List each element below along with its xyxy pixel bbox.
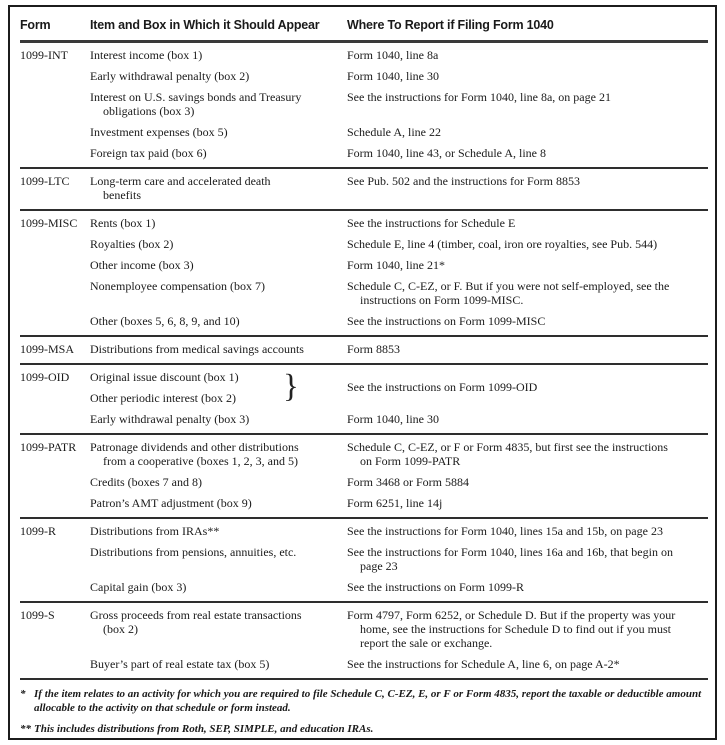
column-header-form: Form (20, 18, 51, 32)
text-line: Original issue discount (box 1) (90, 369, 239, 384)
table-row (20, 608, 708, 650)
report-cell (347, 412, 708, 426)
table-row (20, 475, 708, 489)
text-line: (box 2) (103, 621, 138, 636)
item-cell (90, 608, 347, 636)
table-header (20, 7, 708, 33)
section-1099-misc (20, 211, 708, 335)
table-row (20, 90, 708, 118)
text-line: Buyer’s part of real estate tax (box 5) (90, 656, 270, 671)
text-line: See the instructions for Form 1040, line 8a, on page 21 (347, 89, 611, 104)
table-row (20, 545, 708, 573)
footnote (20, 722, 708, 736)
footnote-text (34, 687, 708, 715)
table-row (20, 440, 708, 468)
text-line: Gross proceeds from real estate transactions (90, 607, 302, 622)
table-row (20, 580, 708, 594)
item-cell (90, 69, 347, 83)
text-line: Other (boxes 5, 6, 8, 9, and 10) (90, 313, 240, 328)
table-row (20, 342, 708, 356)
report-cell (347, 237, 708, 251)
report-cell (347, 342, 708, 356)
item-cell (90, 370, 347, 405)
report-cell (347, 216, 708, 230)
text-line: See Pub. 502 and the instructions for Form 8853 (347, 173, 580, 188)
form-cell: 1099-S (20, 607, 55, 622)
text-line: See the instructions on Form 1099-R (347, 579, 524, 594)
text-line: Distributions from IRAs** (90, 523, 220, 538)
table-row (20, 314, 708, 328)
text-line: Patronage dividends and other distributions (90, 439, 299, 454)
text-line: page 23 (360, 558, 398, 573)
report-cell (347, 48, 708, 62)
table-inner (10, 7, 715, 740)
section-1099-r (20, 519, 708, 601)
text-line: allocable to the activity on that schedule or form instead. (34, 701, 291, 714)
report-cell (347, 370, 708, 405)
report-cell (347, 174, 708, 188)
item-cell (90, 216, 347, 230)
report-cell (347, 440, 708, 468)
section-1099-int (20, 43, 708, 167)
report-cell (347, 69, 708, 83)
table-row (20, 48, 708, 62)
item-cell (90, 657, 347, 671)
table-row (20, 69, 708, 83)
item-cell (90, 314, 347, 328)
table-row (20, 279, 708, 307)
text-line: Schedule C, C-EZ, or F or Form 4835, but first see the instructions (347, 439, 668, 454)
report-cell (347, 580, 708, 594)
report-cell (347, 657, 708, 671)
text-line: Form 1040, line 30 (347, 411, 439, 426)
item-cell (90, 48, 347, 62)
form-cell: 1099-PATR (20, 439, 77, 454)
report-cell (347, 545, 708, 573)
table-body (20, 43, 708, 680)
form-cell: 1099-MISC (20, 215, 78, 230)
text-line: Other periodic interest (box 2) (90, 390, 236, 405)
footnotes (20, 680, 708, 741)
text-line: See the instructions for Schedule E (347, 215, 516, 230)
text-line: Patron’s AMT adjustment (box 9) (90, 495, 252, 510)
form-cell: 1099-MSA (20, 341, 75, 356)
text-line: obligations (box 3) (103, 103, 195, 118)
item-cell (90, 125, 347, 139)
text-line: Investment expenses (box 5) (90, 124, 228, 139)
report-cell (347, 524, 708, 538)
text-line: See the instructions for Form 1040, lines 16a and 16b, that begin on (347, 544, 673, 559)
item-cell (90, 440, 347, 468)
report-cell (347, 608, 708, 650)
text-line: home, see the instructions for Schedule D to find out if you must (360, 621, 671, 636)
table-row (20, 258, 708, 272)
text-line: See the instructions for Schedule A, line 6, on page A-2* (347, 656, 620, 671)
report-cell (347, 90, 708, 104)
table-row (20, 370, 708, 405)
report-cell (347, 125, 708, 139)
text-line: Distributions from medical savings accounts (90, 341, 304, 356)
table-row (20, 146, 708, 160)
text-line: report the sale or exchange. (360, 635, 493, 650)
text-line: Form 1040, line 43, or Schedule A, line 8 (347, 145, 546, 160)
text-line: benefits (103, 187, 141, 202)
item-cell (90, 524, 347, 538)
column-header-where-to-report: Where To Report if Filing Form 1040 (347, 18, 554, 32)
form-cell: 1099-OID (20, 369, 70, 384)
item-cell (90, 475, 347, 489)
item-cell (90, 279, 347, 293)
brace-icon: } (283, 368, 299, 405)
text-line: Form 3468 or Form 5884 (347, 474, 470, 489)
item-cell (90, 496, 347, 510)
report-cell (347, 258, 708, 272)
text-line: Form 6251, line 14j (347, 495, 443, 510)
table-frame (8, 5, 717, 740)
footnote (20, 687, 708, 715)
text-line: Royalties (box 2) (90, 236, 174, 251)
report-cell (347, 496, 708, 510)
text-line: Distributions from pensions, annuities, etc. (90, 544, 297, 559)
text-line: instructions on Form 1099-MISC. (360, 292, 524, 307)
report-cell (347, 279, 708, 307)
section-1099-ltc (20, 169, 708, 209)
item-cell (90, 412, 347, 426)
table-row (20, 412, 708, 426)
table-row (20, 216, 708, 230)
table-row (20, 237, 708, 251)
text-line: Form 1040, line 30 (347, 68, 439, 83)
form-cell: 1099-R (20, 523, 56, 538)
item-cell (90, 174, 347, 202)
report-cell (347, 475, 708, 489)
form-cell: 1099-LTC (20, 173, 70, 188)
text-line: Schedule A, line 22 (347, 124, 441, 139)
section-1099-oid (20, 365, 708, 433)
item-cell (90, 90, 347, 118)
text-line: on Form 1099-PATR (360, 453, 461, 468)
item-cell (90, 342, 347, 356)
section-1099-msa (20, 337, 708, 363)
item-cell (90, 545, 347, 559)
footnote-marker: * (20, 687, 26, 700)
text-line: Other income (box 3) (90, 257, 194, 272)
text-line: Schedule C, C-EZ, or F. But if you were not self-employed, see the (347, 278, 670, 293)
text-line: Rents (box 1) (90, 215, 156, 230)
text-line: This includes distributions from Roth, SEP, SIMPLE, and education IRAs. (34, 722, 374, 735)
item-cell (90, 237, 347, 251)
text-line: Interest income (box 1) (90, 47, 203, 62)
column-header-item: Item and Box in Which it Should Appear (90, 18, 320, 32)
text-line: Form 1040, line 8a (347, 47, 439, 62)
table-row (20, 496, 708, 510)
footnote-marker: ** (20, 722, 31, 735)
braced-items (90, 370, 347, 405)
item-cell (90, 146, 347, 160)
text-line: Form 4797, Form 6252, or Schedule D. But if the property was your (347, 607, 676, 622)
text-line: Capital gain (box 3) (90, 579, 187, 594)
text-line: Early withdrawal penalty (box 2) (90, 68, 250, 83)
text-line: See the instructions on Form 1099-OID (347, 380, 538, 394)
text-line: Credits (boxes 7 and 8) (90, 474, 202, 489)
text-line: See the instructions for Form 1040, lines 15a and 15b, on page 23 (347, 523, 663, 538)
section-1099-s (20, 603, 708, 678)
report-cell (347, 314, 708, 328)
item-cell (90, 258, 347, 272)
text-line: See the instructions on Form 1099-MISC (347, 313, 546, 328)
text-line: Form 1040, line 21* (347, 257, 445, 272)
text-line: Long-term care and accelerated death (90, 173, 271, 188)
report-cell (347, 146, 708, 160)
text-line: Schedule E, line 4 (timber, coal, iron ore royalties, see Pub. 544) (347, 236, 658, 251)
text-line: Foreign tax paid (box 6) (90, 145, 207, 160)
text-line: Nonemployee compensation (box 7) (90, 278, 265, 293)
table-row (20, 125, 708, 139)
text-line: from a cooperative (boxes 1, 2, 3, and 5) (103, 453, 298, 468)
text-line: Interest on U.S. savings bonds and Treasury (90, 89, 302, 104)
text-line: Early withdrawal penalty (box 3) (90, 411, 250, 426)
text-line: If the item relates to an activity for which you are required to file Schedule C, C-EZ, E, or F or Form 4835, report the taxable or deductible amount (34, 687, 702, 700)
footnote-text (34, 722, 708, 736)
text-line: Form 8853 (347, 341, 401, 356)
form-cell: 1099-INT (20, 47, 68, 62)
table-row (20, 657, 708, 671)
table-row (20, 174, 708, 202)
item-cell (90, 580, 347, 594)
table-row (20, 524, 708, 538)
section-1099-patr (20, 435, 708, 517)
